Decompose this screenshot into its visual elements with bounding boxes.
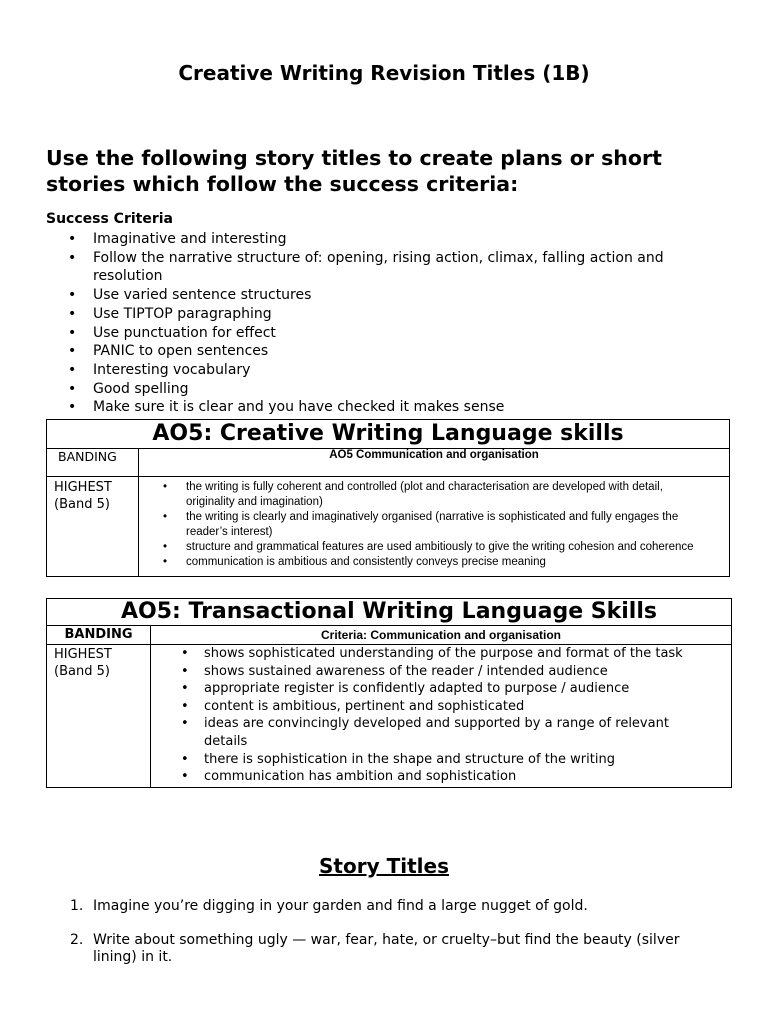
story-number: 1.	[70, 898, 84, 914]
criteria-item: • Use TIPTOP paragraphing	[46, 305, 716, 324]
success-criteria-heading: Success Criteria	[46, 211, 173, 227]
ao5-creative-title: AO5: Creative Writing Language skills	[47, 420, 730, 449]
criteria-cell	[139, 477, 730, 577]
criteria-item: • communication is ambitious and consistently conveys precise meaning	[139, 555, 729, 570]
criteria-item: • there is sophistication in the shape and structure of the writing	[151, 751, 731, 769]
story-title-text: Write about something ugly — war, fear, hate, or cruelty–but find the beauty (silver lining) in it.	[93, 932, 680, 965]
band-cell	[47, 477, 139, 577]
document-title: Creative Writing Revision Titles (1B)	[178, 61, 590, 85]
story-titles-list	[46, 898, 716, 983]
ao5-transactional-table	[46, 598, 732, 788]
criteria-header: Criteria: Communication and organisation	[151, 626, 732, 645]
criteria-item: • communication has ambition and sophistication	[151, 768, 731, 786]
ao5-transactional-title: AO5: Transactional Writing Language Skills	[47, 599, 732, 626]
criteria-item: • the writing is fully coherent and controlled (plot and characterisation are developed with detail, originality and imagination)	[139, 480, 729, 510]
band-label: HIGHEST	[54, 647, 112, 662]
intro-instructions: Use the following story titles to create plans or short stories which follow the success criteria:	[46, 146, 662, 196]
criteria-item: • PANIC to open sentences	[46, 342, 716, 361]
criteria-item: • Use varied sentence structures	[46, 286, 716, 305]
banding-header: BANDING	[47, 449, 139, 477]
criteria-item: • the writing is clearly and imaginatively organised (narrative is sophisticated and fully engages the reader’s interest)	[139, 510, 729, 540]
ao5-creative-criteria-list	[139, 480, 729, 570]
band-cell	[47, 645, 151, 788]
band-label: HIGHEST	[54, 480, 112, 495]
criteria-item: • Follow the narrative structure of: opening, rising action, climax, falling action and resolution	[46, 249, 716, 286]
criteria-item: • content is ambitious, pertinent and sophisticated	[151, 698, 731, 716]
criteria-item: • Use punctuation for effect	[46, 324, 716, 343]
story-title-item	[46, 898, 716, 915]
criteria-item: • Imaginative and interesting	[46, 230, 716, 249]
ao5-creative-table	[46, 419, 730, 577]
band-number: (Band 5)	[54, 497, 110, 512]
criteria-item: • appropriate register is confidently adapted to purpose / audience	[151, 680, 731, 698]
criteria-item: • structure and grammatical features are used ambitiously to give the writing cohesion and coherence	[139, 540, 729, 555]
criteria-cell	[151, 645, 732, 788]
band-number: (Band 5)	[54, 664, 110, 679]
story-number: 2.	[70, 932, 84, 948]
success-criteria-list	[46, 230, 716, 417]
criteria-item: • shows sustained awareness of the reader / intended audience	[151, 663, 731, 681]
criteria-item: • Interesting vocabulary	[46, 361, 716, 380]
criteria-item: • shows sophisticated understanding of the purpose and format of the task	[151, 645, 731, 663]
ao5-transactional-criteria-list	[151, 645, 731, 786]
criteria-item: • Make sure it is clear and you have checked it makes sense	[46, 398, 716, 417]
criteria-item: • ideas are convincingly developed and supported by a range of relevant details	[151, 715, 731, 750]
banding-header: BANDING	[47, 626, 151, 645]
story-title-item	[46, 932, 716, 966]
story-titles-heading: Story Titles	[319, 854, 449, 878]
story-title-text: Imagine you’re digging in your garden and find a large nugget of gold.	[93, 898, 588, 914]
criteria-item: • Good spelling	[46, 380, 716, 399]
criteria-header: AO5 Communication and organisation	[139, 449, 730, 477]
